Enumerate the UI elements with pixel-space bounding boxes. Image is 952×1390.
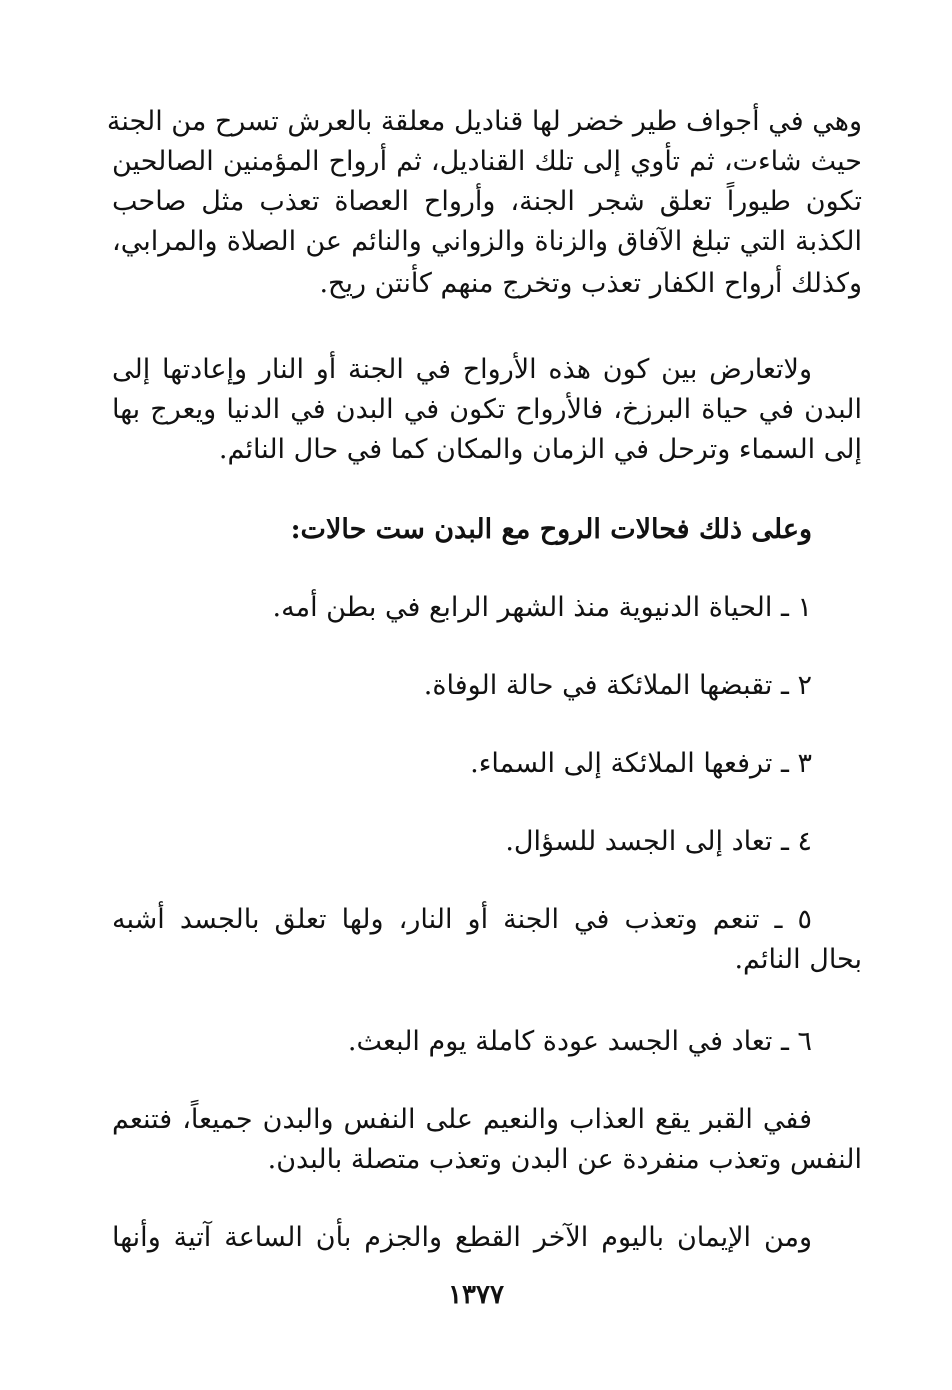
paragraph-1-line-3: تكون طيوراً تعلق شجر الجنة، وأرواح العصاة تعذب مثل صاحب <box>112 186 862 217</box>
list-item-6: ٦ ـ تعاد في الجسد عودة كاملة يوم البعث. <box>347 1026 812 1057</box>
list-item-3: ٣ ـ ترفعها الملائكة إلى السماء. <box>470 748 812 779</box>
list-item-1: ١ ـ الحياة الدنيوية منذ الشهر الرابع في بطن أمه. <box>272 592 812 623</box>
paragraph-1-line-2: حيث شاءت، ثم تأوي إلى تلك القناديل، ثم أرواح المؤمنين الصالحين <box>112 146 862 177</box>
paragraph-1-line-5: وكذلك أرواح الكفار تعذب وتخرج منهم كأنتن ريح. <box>319 268 862 299</box>
paragraph-2-line-2: البدن في حياة البرزخ، فالأرواح تكون في البدن في الدنيا ويعرج بها <box>112 394 862 425</box>
paragraph-2-line-1: ولاتعارض بين كون هذه الأرواح في الجنة أو النار وإعادتها إلى <box>112 354 812 385</box>
paragraph-3-line-1: ففي القبر يقع العذاب والنعيم على النفس والبدن جميعاً، فتنعم <box>112 1104 812 1135</box>
paragraph-3-line-2: النفس وتعذب منفردة عن البدن وتعذب متصلة بالبدن. <box>267 1144 862 1175</box>
paragraph-1-line-4: الكذبة التي تبلغ الآفاق والزناة والزواني والنائم عن الصلاة والمرابي، <box>112 226 862 257</box>
list-item-4: ٤ ـ تعاد إلى الجسد للسؤال. <box>505 826 812 857</box>
list-item-5-line-1: ٥ ـ تنعم وتعذب في الجنة أو النار، ولها تعلق بالجسد أشبه <box>112 904 812 935</box>
list-heading: وعلى ذلك فحالات الروح مع البدن ست حالات: <box>290 514 812 545</box>
list-item-2: ٢ ـ تقبضها الملائكة في حالة الوفاة. <box>423 670 812 701</box>
page-number: ١٣٧٧ <box>448 1280 504 1310</box>
list-item-5-line-2: بحال النائم. <box>734 944 862 975</box>
paragraph-1-line-1: وهي في أجواف طير خضر لها قناديل معلقة بالعرش تسرح من الجنة <box>106 106 862 137</box>
paragraph-4-line-1: ومن الإيمان باليوم الآخر القطع والجزم بأن الساعة آتية وأنها <box>112 1222 812 1253</box>
paragraph-2-line-3: إلى السماء وترحل في الزمان والمكان كما في حال النائم. <box>218 434 862 465</box>
